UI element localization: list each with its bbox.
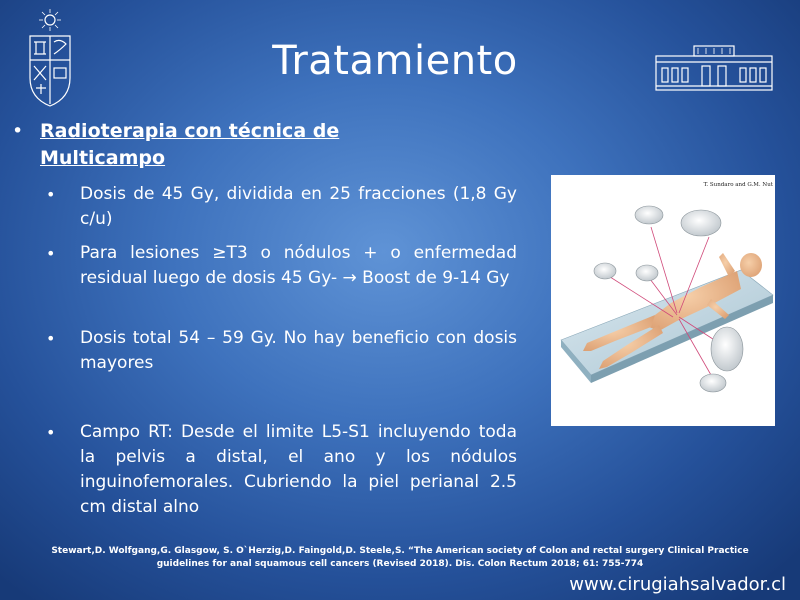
- sub-bullet-text: Campo RT: Desde el limite L5-S1 incluyendo toda la pelvis a distal, el ano y los nódulos inguinofemorales. Cubriendo la piel perianal 2.5 cm distal alno: [80, 422, 517, 517]
- bullet-marker: •: [12, 120, 24, 142]
- sub-bullet-text: Para lesiones ≥T3 o nódulos + o enfermedad residual luego de dosis 45 Gy- → Boost de 9-14 Gy: [80, 243, 517, 288]
- radiotherapy-illustration: [551, 175, 775, 426]
- website-link[interactable]: www.cirugiahsalvador.cl: [569, 574, 786, 595]
- bullet-marker: •: [46, 244, 56, 263]
- citation-line: Stewart,D. Wolfgang,G. Glasgow, S. O`Herzig,D. Faingold,D. Steele,S. “The American society of Colon and rectal surgery Clinical Practice: [51, 546, 749, 556]
- citation-line: guidelines for anal squamous cell cancers (Revised 2018). Dis. Colon Rectum 2018; 61: 755-774: [156, 559, 644, 569]
- bullet-marker: •: [46, 423, 56, 442]
- sub-bullet-text: Dosis de 45 Gy, dividida en 25 fracciones (1,8 Gy c/u): [80, 184, 517, 229]
- slide-title: Tratamiento: [272, 38, 518, 84]
- figure-caption: T. Sundaro and G.M. Nut: [703, 182, 773, 188]
- main-bullet-text: Radioterapia con técnica de Multicampo: [40, 120, 340, 169]
- bullet-marker: •: [46, 185, 56, 204]
- sub-bullet-text: Dosis total 54 – 59 Gy. No hay beneficio con dosis mayores: [80, 328, 517, 373]
- bullet-marker: •: [46, 329, 56, 348]
- citation: [0, 545, 800, 571]
